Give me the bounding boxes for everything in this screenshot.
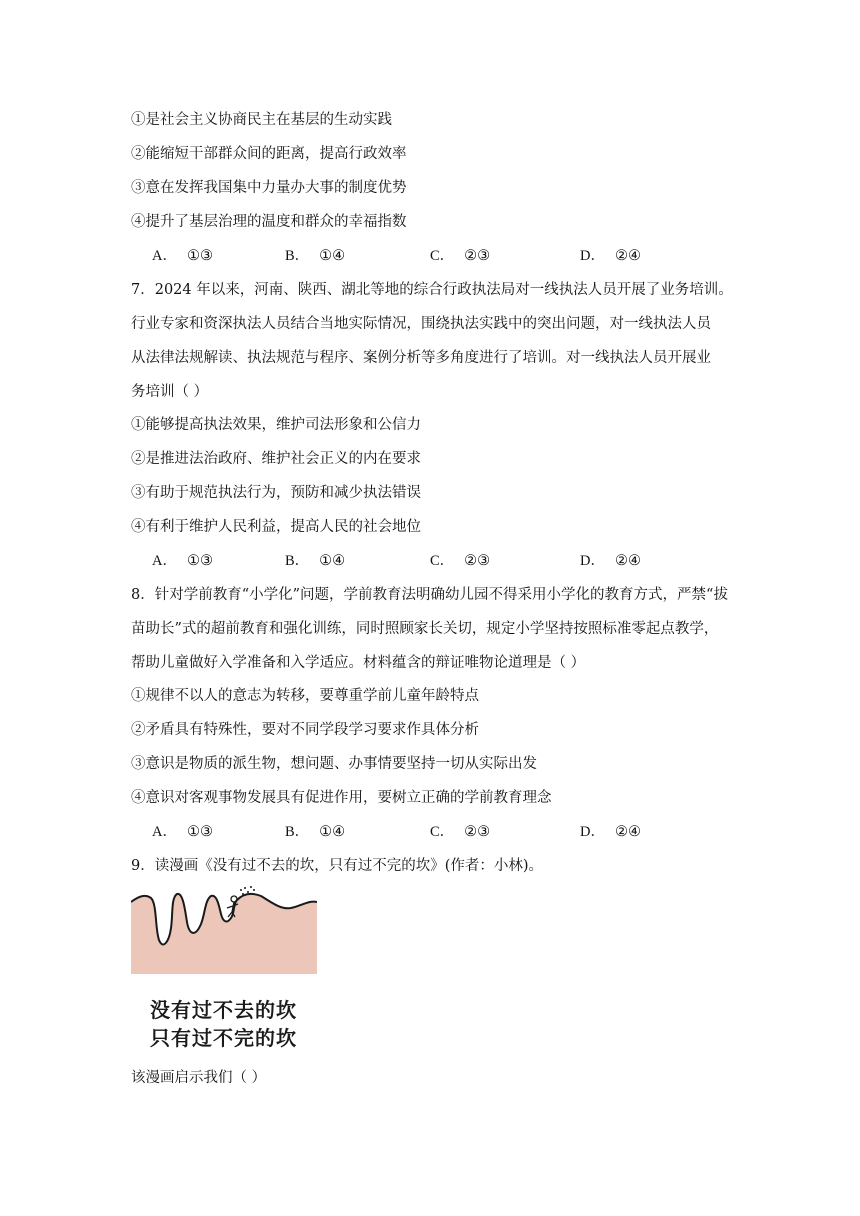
q9-stem: 9．读漫画《没有过不去的坎，只有过不完的坎》(作者：小林)。 [131, 858, 544, 874]
cartoon-caption-line-2: 只有过不完的坎 [150, 1026, 297, 1050]
q6-option-a[interactable]: A． ①③ [152, 248, 213, 264]
q7-stem-line-2: 行业专家和资深执法人员结合当地实际情况，围绕执法实践中的突出问题，对一线执法人员 [131, 316, 711, 332]
q6-option-b[interactable]: B． ①④ [285, 248, 346, 264]
q6-options [152, 246, 712, 266]
q7-item-1: ①能够提高执法效果，维护司法形象和公信力 [131, 417, 421, 433]
q8-item-3: ③意识是物质的派生物，想问题、办事情要坚持一切从实际出发 [131, 756, 537, 772]
q7-option-b[interactable]: B． ①④ [285, 553, 346, 569]
q7-option-a[interactable]: A． ①③ [152, 553, 213, 569]
q8-stem-line-1: 8．针对学前教育“小学化”问题，学前教育法明确幼儿园不得采用小学化的教育方式，严禁“拔 [131, 587, 728, 603]
q8-options [152, 822, 712, 842]
q8-option-a[interactable]: A． ①③ [152, 824, 213, 840]
q6-item-1: ①是社会主义协商民主在基层的生动实践 [131, 112, 392, 128]
q7-stem-line-1: 7．2024 年以来，河南、陕西、湖北等地的综合行政执法局对一线执法人员开展了业务培训。 [131, 282, 733, 298]
q7-option-c[interactable]: C． ②③ [430, 553, 491, 569]
q8-stem-line-2: 苗助长”式的超前教育和强化训练，同时照顾家长关切，规定小学坚持按照标准零起点教学， [131, 621, 719, 637]
cartoon-caption-line-1: 没有过不去的坎 [150, 998, 297, 1022]
q7-item-4: ④有利于维护人民利益，提高人民的社会地位 [131, 519, 421, 535]
q8-item-2: ②矛盾具有特殊性，要对不同学段学习要求作具体分析 [131, 722, 479, 738]
q8-option-d[interactable]: D． ②④ [580, 824, 641, 840]
q6-option-c[interactable]: C． ②③ [430, 248, 491, 264]
q8-item-1: ①规律不以人的意志为转移，要尊重学前儿童年龄特点 [131, 688, 479, 704]
cartoon-caption [150, 996, 310, 1052]
q8-option-c[interactable]: C． ②③ [430, 824, 491, 840]
q6-item-3: ③意在发挥我国集中力量办大事的制度优势 [131, 180, 407, 196]
q7-item-3: ③有助于规范执法行为，预防和减少执法错误 [131, 485, 421, 501]
q7-option-d[interactable]: D． ②④ [580, 553, 641, 569]
q8-item-4: ④意识对客观事物发展具有促进作用，要树立正确的学前教育理念 [131, 790, 552, 806]
q7-stem-line-3: 从法律法规解读、执法规范与程序、案例分析等多角度进行了培训。对一线执法人员开展业 [131, 350, 711, 366]
q6-item-4: ④提升了基层治理的温度和群众的幸福指数 [131, 214, 407, 230]
q7-item-2: ②是推进法治政府、维护社会正义的内在要求 [131, 451, 421, 467]
q6-item-2: ②能缩短干部群众间的距离，提高行政效率 [131, 146, 407, 162]
q9-follow-up: 该漫画启示我们（ ） [131, 1070, 267, 1086]
q6-option-d[interactable]: D． ②④ [580, 248, 641, 264]
q8-stem-line-3: 帮助儿童做好入学准备和入学适应。材料蕴含的辩证唯物论道理是（ ） [131, 655, 586, 671]
q8-option-b[interactable]: B． ①④ [285, 824, 346, 840]
q7-stem-line-4: 务培训（ ） [131, 384, 209, 400]
q7-options [152, 551, 712, 571]
cartoon-illustration [131, 884, 317, 974]
